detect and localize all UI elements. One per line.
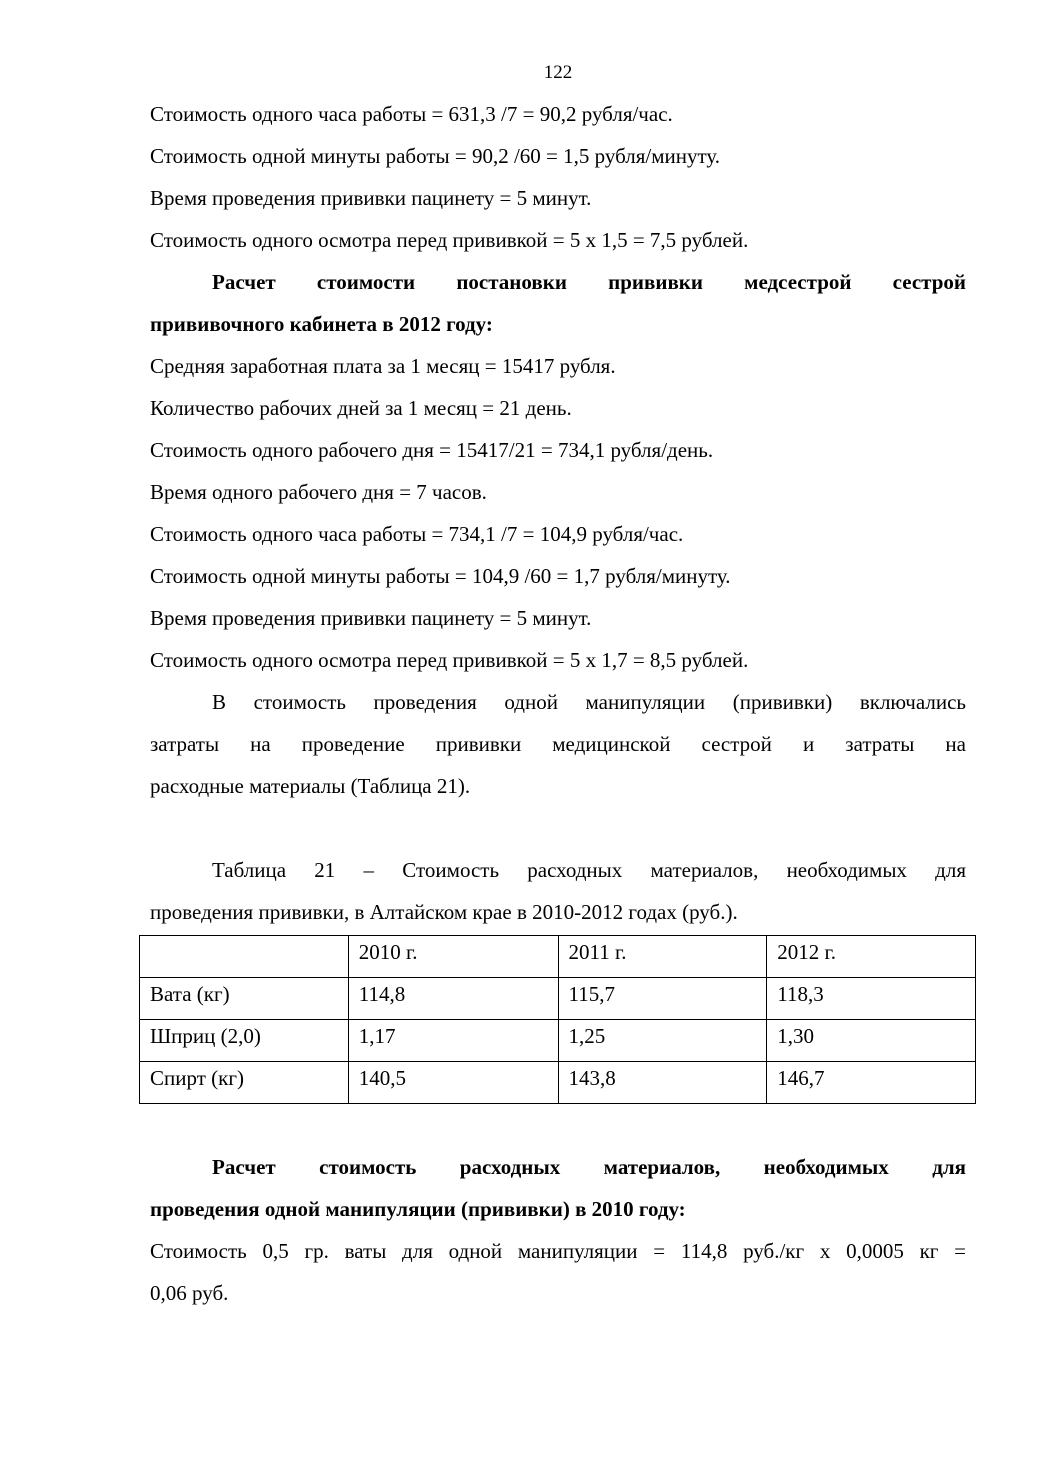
table-cell: 146,7 — [767, 1062, 976, 1104]
table-cell: 118,3 — [767, 978, 976, 1020]
text-line: Стоимость одного часа работы = 734,1 /7 = 104,9 рубля/час. — [150, 522, 684, 546]
paragraph-line: расходные материалы (Таблица 21). — [150, 774, 471, 798]
text-line: Стоимость одного осмотра перед прививкой = 5 х 1,5 = 7,5 рублей. — [150, 228, 749, 252]
table-header-row — [140, 936, 976, 978]
page-number: 122 — [543, 62, 573, 83]
spacer — [150, 1104, 966, 1146]
section-heading-2010-cont: проведения одной манипуляции (прививки) в 2010 году: — [150, 1197, 686, 1221]
text-line: Количество рабочих дней за 1 месяц = 21 день. — [150, 396, 572, 420]
text-line: Стоимость одного осмотра перед прививкой = 5 х 1,7 = 8,5 рублей. — [150, 648, 749, 672]
table-cell: 1,17 — [348, 1020, 558, 1062]
table-cell: 143,8 — [558, 1062, 767, 1104]
table-cell: 114,8 — [348, 978, 558, 1020]
table-cell: Вата (кг) — [140, 978, 349, 1020]
paragraph-line: В стоимость проведения одной манипуляции (прививки) включались — [212, 690, 966, 714]
table-caption-cont: проведения прививки, в Алтайском крае в 2010-2012 годах (руб.). — [150, 900, 738, 924]
table-row — [140, 978, 976, 1020]
text-line: Время одного рабочего дня = 7 часов. — [150, 480, 487, 504]
spacer — [150, 807, 966, 849]
table-row — [140, 1020, 976, 1062]
table-header-cell: 2010 г. — [348, 936, 558, 978]
table-caption: Таблица 21 – Стоимость расходных материалов, необходимых для — [212, 858, 966, 882]
table-cell: Шприц (2,0) — [140, 1020, 349, 1062]
table-cell: 115,7 — [558, 978, 767, 1020]
text-line: Время проведения прививки пацинету = 5 минут. — [150, 186, 592, 210]
cost-table — [139, 935, 976, 1104]
table-cell: Спирт (кг) — [140, 1062, 349, 1104]
text-line: 0,06 руб. — [150, 1281, 229, 1305]
text-line: Время проведения прививки пацинету = 5 минут. — [150, 606, 592, 630]
table-row — [140, 1062, 976, 1104]
table-header-cell — [140, 936, 349, 978]
table-header-cell: 2011 г. — [558, 936, 767, 978]
text-line: Стоимость одного рабочего дня = 15417/21 = 734,1 рубля/день. — [150, 438, 714, 462]
table-header-cell: 2012 г. — [767, 936, 976, 978]
table-cell: 140,5 — [348, 1062, 558, 1104]
table-cell: 1,25 — [558, 1020, 767, 1062]
text-line: Стоимость одной минуты работы = 104,9 /60 = 1,7 рубля/минуту. — [150, 564, 731, 588]
text-line: Средняя заработная плата за 1 месяц = 15417 рубля. — [150, 354, 616, 378]
table-cell: 1,30 — [767, 1020, 976, 1062]
text-line: Стоимость 0,5 гр. ваты для одной манипуляции = 114,8 руб./кг х 0,0005 кг = — [150, 1239, 966, 1263]
text-line: Стоимость одного часа работы = 631,3 /7 = 90,2 рубля/час. — [150, 102, 673, 126]
section-heading-2010: Расчет стоимость расходных материалов, необходимых для — [212, 1155, 966, 1179]
paragraph-line: затраты на проведение прививки медицинской сестрой и затраты на — [150, 732, 966, 756]
text-line: Стоимость одной минуты работы = 90,2 /60 = 1,5 рубля/минуту. — [150, 144, 721, 168]
section-heading-2012: Расчет стоимости постановки прививки медсестрой сестрой — [212, 270, 966, 294]
section-heading-2012-cont: прививочного кабинета в 2012 году: — [150, 312, 493, 336]
document-body — [150, 93, 966, 1314]
